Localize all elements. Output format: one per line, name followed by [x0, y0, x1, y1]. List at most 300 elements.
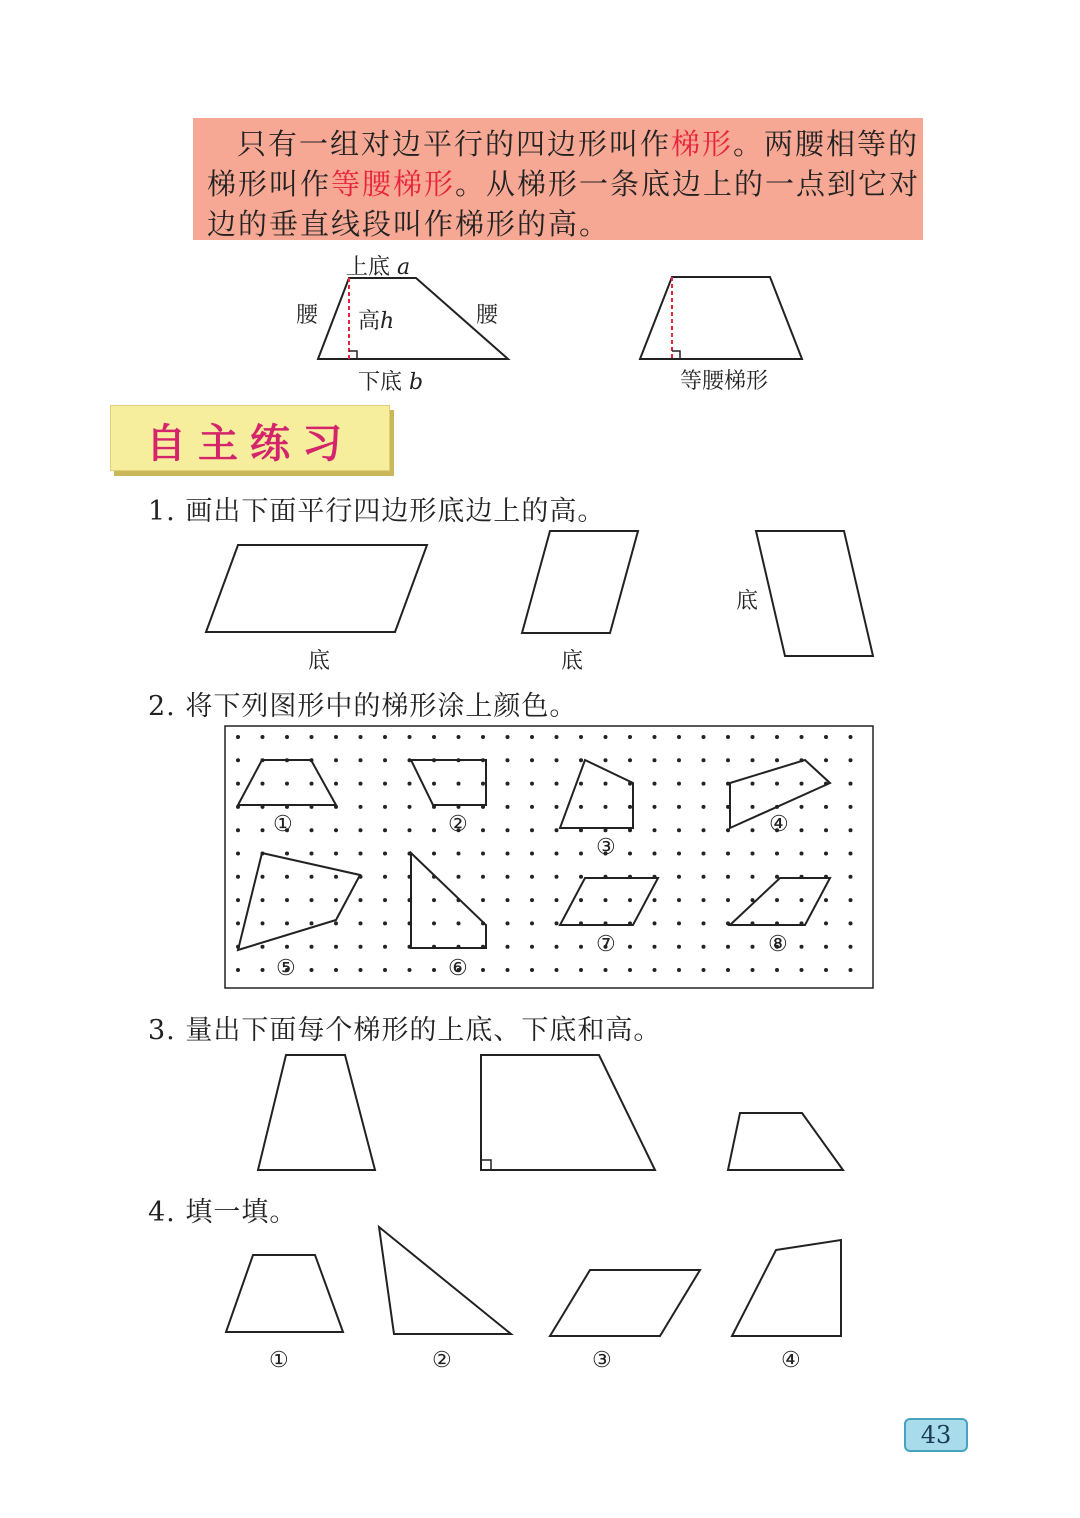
grid-dot: [726, 945, 730, 949]
grid-dot: [702, 921, 706, 925]
fill-shape-3: [550, 1270, 700, 1336]
grid-dot: [310, 805, 314, 809]
grid-dot: [408, 898, 412, 902]
grid-dot: [285, 852, 289, 856]
grid-dot: [383, 805, 387, 809]
grid-dot: [824, 805, 828, 809]
grid-dot: [457, 735, 461, 739]
question-1: 1. 画出下面平行四边形底边上的高。: [148, 496, 606, 527]
grid-dot: [702, 898, 706, 902]
grid-dot: [849, 758, 853, 762]
grid-dot: [849, 735, 853, 739]
grid-dot: [481, 968, 485, 972]
grid-dot: [726, 828, 730, 832]
grid-dot: [800, 921, 804, 925]
grid-dot: [628, 968, 632, 972]
grid-dot: [775, 875, 779, 879]
grid-dot: [653, 968, 657, 972]
grid-dot: [555, 828, 559, 832]
grid-dot: [530, 921, 534, 925]
grid-dot: [506, 898, 510, 902]
grid-dot: [285, 945, 289, 949]
grid-dot: [677, 921, 681, 925]
grid-dot: [726, 782, 730, 786]
base-label-3: 底: [736, 589, 759, 614]
grid-shape-8: [730, 878, 830, 925]
grid-dot: [359, 852, 363, 856]
fill-label-1: ①: [269, 1348, 289, 1373]
grid-dot: [383, 875, 387, 879]
grid-dot: [383, 898, 387, 902]
grid-dot: [334, 735, 338, 739]
grid-dot: [261, 852, 265, 856]
base-label-1: 底: [308, 649, 331, 674]
grid-dot: [604, 782, 608, 786]
grid-dot: [726, 898, 730, 902]
grid-dot: [408, 758, 412, 762]
grid-dot: [334, 852, 338, 856]
grid-dot: [261, 758, 265, 762]
grid-dot: [383, 921, 387, 925]
grid-dot: [555, 898, 559, 902]
grid-dot: [824, 875, 828, 879]
grid-dot: [677, 828, 681, 832]
grid-dot: [726, 875, 730, 879]
grid-dot: [579, 921, 583, 925]
grid-dot: [824, 852, 828, 856]
grid-dot: [334, 898, 338, 902]
grid-dot: [751, 782, 755, 786]
grid-dot: [530, 875, 534, 879]
grid-dot: [261, 945, 265, 949]
grid-dot: [359, 828, 363, 832]
grid-dot: [285, 875, 289, 879]
grid-dot: [653, 945, 657, 949]
grid-dot: [800, 875, 804, 879]
section-heading: [110, 405, 390, 471]
grid-dot: [506, 852, 510, 856]
grid-dot: [702, 735, 706, 739]
grid-dot: [408, 968, 412, 972]
grid-dot: [457, 875, 461, 879]
fill-shape-1: [226, 1255, 343, 1332]
grid-dot: [481, 898, 485, 902]
grid-dot: [824, 921, 828, 925]
grid-dot: [236, 945, 240, 949]
grid-dot: [555, 945, 559, 949]
grid-dot: [604, 805, 608, 809]
right-angle-mark: [481, 1160, 491, 1170]
grid-dot: [653, 758, 657, 762]
grid-dot: [359, 782, 363, 786]
grid-dot: [285, 758, 289, 762]
grid-dot: [653, 828, 657, 832]
grid-dot: [236, 828, 240, 832]
grid-shape-2: [411, 760, 486, 805]
grid-dot: [775, 735, 779, 739]
grid-dot: [824, 782, 828, 786]
grid-shape-3: [560, 760, 633, 828]
definition-text: 只有一组对边平行的四边形叫作: [237, 127, 672, 161]
grid-dot: [236, 898, 240, 902]
grid-dot: [359, 805, 363, 809]
grid-dot: [310, 898, 314, 902]
grid-dot: [310, 735, 314, 739]
base-label-2: 底: [561, 649, 584, 674]
grid-dot: [359, 898, 363, 902]
grid-dot: [408, 782, 412, 786]
fill-shape-4: [732, 1240, 841, 1336]
grid-dot: [236, 875, 240, 879]
grid-dot: [383, 968, 387, 972]
grid-dot: [677, 782, 681, 786]
grid-dot: [481, 875, 485, 879]
grid-dot: [604, 968, 608, 972]
grid-dot: [506, 945, 510, 949]
grid-dot: [481, 735, 485, 739]
grid-dot: [457, 852, 461, 856]
grid-dot: [334, 968, 338, 972]
grid-dot: [604, 898, 608, 902]
grid-dot: [334, 782, 338, 786]
grid-shape-6: [411, 853, 486, 948]
grid-dot: [653, 852, 657, 856]
grid-dot: [261, 875, 265, 879]
fill-label-4: ④: [781, 1348, 801, 1373]
grid-dot: [751, 852, 755, 856]
grid-dot: [579, 782, 583, 786]
grid-dot: [604, 828, 608, 832]
grid-dot: [285, 735, 289, 739]
parallelogram-3: [756, 531, 873, 656]
grid-dot: [653, 898, 657, 902]
grid-dot: [481, 782, 485, 786]
grid-dot: [751, 921, 755, 925]
grid-dot: [506, 828, 510, 832]
grid-dot: [530, 828, 534, 832]
grid-dot: [408, 852, 412, 856]
grid-dot: [628, 852, 632, 856]
grid-dot: [628, 898, 632, 902]
grid-dot: [677, 852, 681, 856]
grid-dot: [530, 968, 534, 972]
grid-dot: [530, 898, 534, 902]
grid-dot: [555, 782, 559, 786]
grid-dot: [457, 898, 461, 902]
grid-dot: [383, 945, 387, 949]
grid-dot: [775, 852, 779, 856]
grid-dot: [653, 805, 657, 809]
definition-text: 。从梯形一条底边上的一点到它对: [455, 167, 921, 201]
grid-dot: [261, 968, 265, 972]
fill-shape-2: [379, 1227, 511, 1334]
grid-dot: [800, 968, 804, 972]
grid-dot: [457, 805, 461, 809]
grid-dot: [481, 852, 485, 856]
grid-dot: [677, 898, 681, 902]
grid-dot: [555, 852, 559, 856]
grid-dot: [261, 921, 265, 925]
grid-dot: [849, 852, 853, 856]
grid-dot: [236, 782, 240, 786]
grid-dot: [628, 758, 632, 762]
grid-dot: [310, 921, 314, 925]
grid-dot: [849, 945, 853, 949]
grid-dot: [849, 898, 853, 902]
grid-dot: [359, 875, 363, 879]
grid-dot: [628, 875, 632, 879]
grid-dot: [677, 875, 681, 879]
grid-dot: [751, 828, 755, 832]
grid-dot: [408, 875, 412, 879]
grid-dot: [653, 921, 657, 925]
grid-dot: [849, 921, 853, 925]
grid-dot: [334, 828, 338, 832]
grid-dot: [408, 828, 412, 832]
question-2: 2. 将下列图形中的梯形涂上颜色。: [148, 691, 578, 722]
grid-dot: [236, 735, 240, 739]
page-number: 43: [904, 1418, 968, 1452]
measure-trapezoid-1: [258, 1055, 375, 1170]
grid-dot: [604, 875, 608, 879]
grid-dot: [261, 805, 265, 809]
grid-dot: [310, 875, 314, 879]
grid-dot: [236, 852, 240, 856]
label-bottom-base: 下底 b: [358, 370, 424, 395]
grid-dot: [800, 852, 804, 856]
grid-dots: [236, 735, 853, 972]
grid-label-2: ②: [448, 812, 468, 837]
grid-dot: [408, 805, 412, 809]
isosceles-trapezoid: [640, 277, 802, 359]
grid-dot: [310, 828, 314, 832]
grid-dot: [432, 945, 436, 949]
grid-dot: [775, 898, 779, 902]
grid-shape-5: [238, 853, 360, 950]
grid-dot: [628, 782, 632, 786]
fill-label-2: ②: [432, 1348, 452, 1373]
grid-dot: [579, 758, 583, 762]
grid-dot: [310, 758, 314, 762]
grid-dot: [481, 921, 485, 925]
grid-dot: [751, 968, 755, 972]
grid-dot: [432, 875, 436, 879]
grid-dot: [751, 875, 755, 879]
definition-text: 。两腰相等的: [733, 127, 920, 161]
measure-trapezoid-2: [481, 1055, 655, 1170]
grid-dot: [800, 735, 804, 739]
right-angle-mark: [672, 351, 680, 359]
grid-dot: [555, 805, 559, 809]
grid-dot: [702, 758, 706, 762]
grid-label-4: ④: [769, 812, 789, 837]
grid-dot: [408, 945, 412, 949]
fill-label-3: ③: [592, 1348, 612, 1373]
grid-dot: [530, 805, 534, 809]
grid-dot: [285, 921, 289, 925]
grid-dot: [579, 805, 583, 809]
grid-dot: [530, 735, 534, 739]
grid-dot: [383, 735, 387, 739]
term-trapezoid: 梯形: [671, 127, 734, 161]
grid-dot: [849, 875, 853, 879]
grid-dot: [457, 921, 461, 925]
grid-dot: [236, 921, 240, 925]
definition-text: 梯形叫作: [207, 167, 332, 201]
grid-dot: [800, 898, 804, 902]
grid-dot: [506, 921, 510, 925]
grid-dot: [824, 898, 828, 902]
grid-dot: [775, 968, 779, 972]
grid-dot: [236, 968, 240, 972]
label-isosceles: 等腰梯形: [680, 369, 769, 394]
grid-dot: [775, 921, 779, 925]
grid-dot: [506, 805, 510, 809]
grid-dot: [579, 968, 583, 972]
grid-dot: [432, 782, 436, 786]
grid-dot: [457, 758, 461, 762]
grid-dot: [579, 735, 583, 739]
grid-label-8: ⑧: [768, 932, 788, 957]
grid-dot: [530, 782, 534, 786]
grid-dot: [653, 875, 657, 879]
grid-dot: [677, 758, 681, 762]
grid-dot: [604, 921, 608, 925]
grid-dot: [775, 782, 779, 786]
label-top-base: 上底 a: [346, 255, 411, 280]
grid-dot: [849, 805, 853, 809]
grid-dot: [236, 805, 240, 809]
grid-dot: [359, 968, 363, 972]
grid-dot: [604, 758, 608, 762]
grid-dot: [359, 735, 363, 739]
grid-dot: [579, 898, 583, 902]
section-title: 自主练习: [146, 421, 354, 467]
grid-dot: [555, 735, 559, 739]
grid-dot: [702, 852, 706, 856]
grid-dot: [383, 828, 387, 832]
parallelogram-2: [522, 531, 638, 633]
grid-dot: [628, 945, 632, 949]
grid-dot: [702, 805, 706, 809]
grid-dot: [775, 758, 779, 762]
grid-dot: [677, 945, 681, 949]
term-isosceles-trapezoid: 等腰梯形: [331, 167, 456, 201]
grid-dot: [383, 852, 387, 856]
grid-dot: [432, 828, 436, 832]
grid-dot: [506, 758, 510, 762]
grid-dot: [310, 968, 314, 972]
grid-dot: [481, 945, 485, 949]
grid-dot: [261, 782, 265, 786]
grid-dot: [408, 735, 412, 739]
grid-dot: [432, 735, 436, 739]
grid-dot: [726, 852, 730, 856]
grid-dot: [359, 758, 363, 762]
grid-dot: [702, 945, 706, 949]
grid-dot: [506, 735, 510, 739]
grid-dot: [506, 782, 510, 786]
grid-dot: [702, 968, 706, 972]
grid-label-7: ⑦: [596, 932, 616, 957]
grid-dot: [628, 735, 632, 739]
grid-dot: [530, 945, 534, 949]
grid-dot: [359, 945, 363, 949]
grid-dot: [677, 735, 681, 739]
grid-dot: [726, 758, 730, 762]
grid-dot: [481, 805, 485, 809]
grid-dot: [285, 782, 289, 786]
grid-dot: [261, 735, 265, 739]
grid-dot: [800, 758, 804, 762]
label-height: 高h: [358, 309, 395, 334]
label-leg-right: 腰: [476, 303, 499, 328]
question-3: 3. 量出下面每个梯形的上底、下底和高。: [148, 1015, 662, 1046]
label-leg-left: 腰: [296, 303, 319, 328]
grid-dot: [702, 782, 706, 786]
grid-dot: [457, 782, 461, 786]
grid-dot: [555, 875, 559, 879]
grid-dot: [310, 782, 314, 786]
grid-dot: [824, 945, 828, 949]
grid-dot: [677, 968, 681, 972]
grid-dot: [432, 758, 436, 762]
grid-dot: [236, 758, 240, 762]
grid-dot: [628, 805, 632, 809]
grid-dot: [285, 898, 289, 902]
grid-dot: [849, 828, 853, 832]
grid-dot: [432, 898, 436, 902]
grid-dot: [800, 805, 804, 809]
grid-label-3: ③: [596, 835, 616, 860]
grid-dot: [555, 968, 559, 972]
grid-dot: [310, 852, 314, 856]
grid-dot: [824, 828, 828, 832]
grid-dot: [800, 782, 804, 786]
grid-dot: [432, 852, 436, 856]
grid-dot: [285, 805, 289, 809]
grid-dot: [677, 805, 681, 809]
grid-dot: [579, 852, 583, 856]
grid-dot: [481, 828, 485, 832]
grid-dot: [702, 828, 706, 832]
grid-dot: [604, 735, 608, 739]
grid-dot: [726, 921, 730, 925]
grid-dot: [506, 875, 510, 879]
grid-dot: [628, 921, 632, 925]
grid-dot: [261, 828, 265, 832]
grid-dot: [481, 758, 485, 762]
grid-dot: [579, 875, 583, 879]
grid-label-6: ⑥: [448, 956, 468, 981]
grid-dot: [653, 782, 657, 786]
grid-dot: [555, 921, 559, 925]
question-4: 4. 填一填。: [148, 1197, 298, 1228]
grid-dot: [702, 875, 706, 879]
grid-dot: [579, 945, 583, 949]
grid-dot: [726, 968, 730, 972]
grid-dot: [432, 921, 436, 925]
grid-dot: [432, 805, 436, 809]
grid-dot: [432, 968, 436, 972]
grid-dot: [775, 805, 779, 809]
measure-trapezoid-3: [728, 1113, 843, 1170]
grid-dot: [334, 758, 338, 762]
grid-dot: [751, 735, 755, 739]
grid-dot: [383, 782, 387, 786]
grid-dot: [530, 852, 534, 856]
grid-dot: [310, 945, 314, 949]
